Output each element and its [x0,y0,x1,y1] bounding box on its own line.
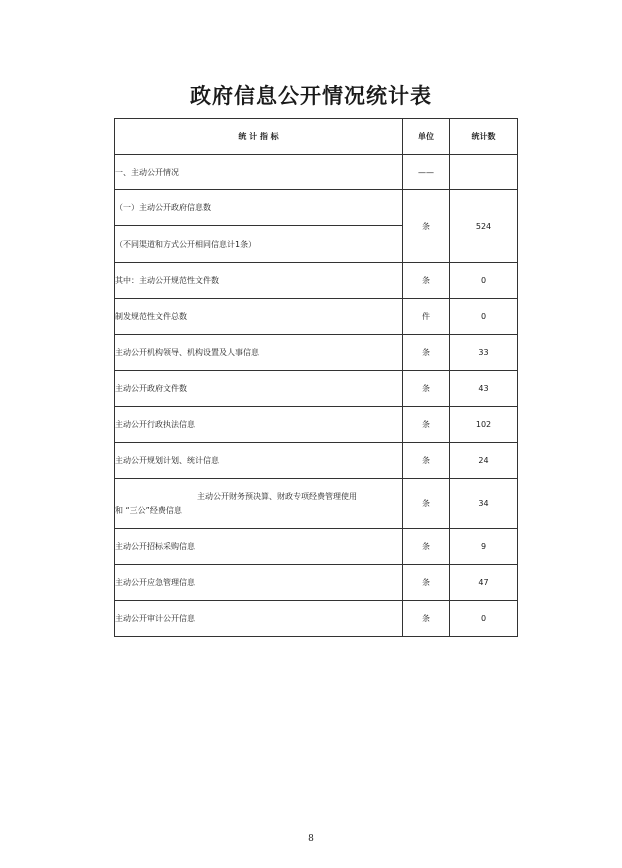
table-row [115,371,518,407]
group-value: 524 [450,190,518,263]
row-unit: 条 [403,371,450,407]
row-value: 0 [450,263,518,299]
row-label [115,479,403,529]
table-row [115,190,518,226]
group-unit: 条 [403,190,450,263]
row-unit: 条 [403,407,450,443]
page-number: 8 [308,834,314,844]
row-value: 0 [450,601,518,637]
row-label: 主动公开应急管理信息 [115,565,403,601]
header-indicator: 统 计 指 标 [115,119,403,155]
page-title: 政府信息公开情况统计表 [190,83,432,108]
section-label: 一、主动公开情况 [115,155,403,190]
section-dash: —— [403,155,450,190]
row-value: 43 [450,371,518,407]
row-label: 主动公开政府文件数 [115,371,403,407]
group-note: （不同渠道和方式公开相同信息计1条） [115,226,403,263]
row-unit: 条 [403,335,450,371]
row-value: 102 [450,407,518,443]
row-label: 主动公开行政执法信息 [115,407,403,443]
row-value: 47 [450,565,518,601]
row-value: 24 [450,443,518,479]
table-row [115,155,518,190]
row-label-line2: 和 “三公”经费信息 [115,505,182,515]
row-label: 制发规范性文件总数 [115,299,403,335]
row-unit: 件 [403,299,450,335]
row-label: 主动公开审计公开信息 [115,601,403,637]
row-value: 33 [450,335,518,371]
row-unit: 条 [403,479,450,529]
table-row [115,299,518,335]
table-row [115,263,518,299]
row-label: 主动公开规划计划、统计信息 [115,443,403,479]
row-label-line1: 主动公开财务预决算、财政专项经费管理使用 [197,491,357,501]
row-value: 0 [450,299,518,335]
row-unit: 条 [403,565,450,601]
table-row [115,479,518,529]
header-unit: 单位 [403,119,450,155]
header-count: 统计数 [450,119,518,155]
table-row [115,407,518,443]
row-unit: 条 [403,443,450,479]
row-unit: 条 [403,601,450,637]
row-unit: 条 [403,529,450,565]
row-label: 主动公开招标采购信息 [115,529,403,565]
table-row [115,529,518,565]
statistics-table [114,118,518,637]
row-value: 34 [450,479,518,529]
row-value: 9 [450,529,518,565]
section-empty-cell [450,155,518,190]
row-label: 其中：主动公开规范性文件数 [115,263,403,299]
row-unit: 条 [403,263,450,299]
table-row [115,565,518,601]
row-label: 主动公开机构领导、机构设置及人事信息 [115,335,403,371]
table-row [115,443,518,479]
table-row [115,601,518,637]
table-row [115,335,518,371]
table-header-row [115,119,518,155]
group-label: （一）主动公开政府信息数 [115,190,403,226]
